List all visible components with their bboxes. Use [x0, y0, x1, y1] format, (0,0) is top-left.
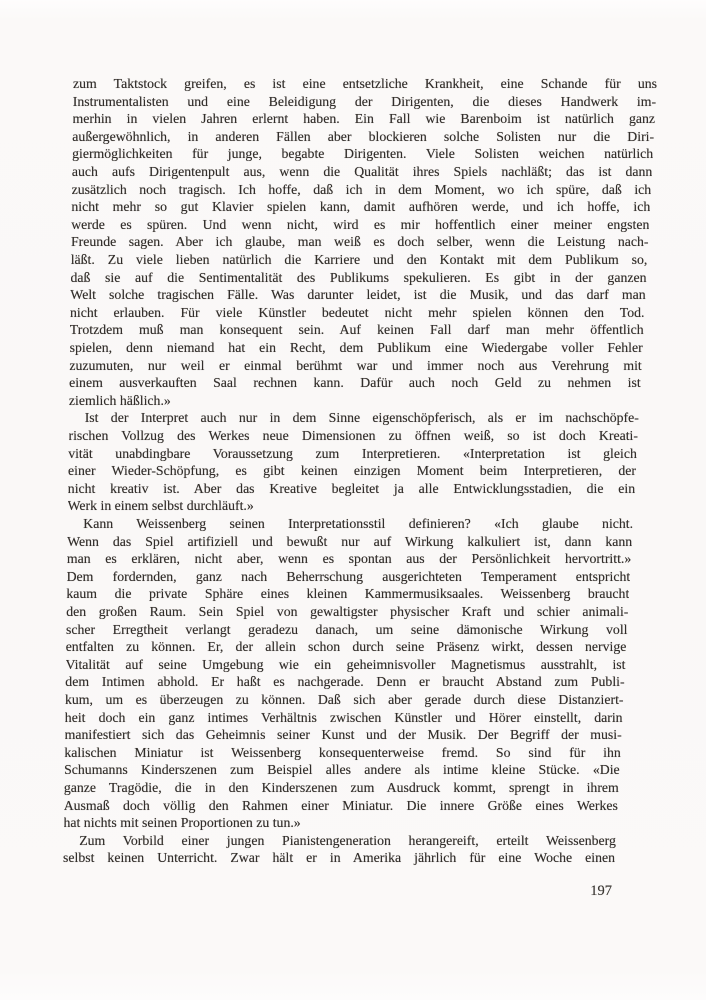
text-line: Dem fordernden, ganz nach Beherrschung ausgerichteten Temperament entspricht — [66, 568, 631, 584]
text-line: zusätzlich noch tragisch. Ich hoffe, daß ich in dem Moment, wo ich spüre, daß ich — [71, 181, 652, 197]
text-line: Welt solche tragischen Fälle. Was darunter leidet, ist die Musik, und das darf man — [70, 287, 646, 303]
text-line: Freunde sagen. Aber ich glaube, man weiß es doch selber, wenn die Leistung nach- — [71, 234, 649, 250]
text-line: nicht kreativ ist. Aber das Kreative begleitet ja alle Entwicklungsstadien, die ein — [67, 480, 636, 496]
text-line: Vitalität auf seine Umgebung wie ein geheimnisvoller Magnetismus ausstrahlt, ist — [65, 656, 626, 672]
text-line: den großen Raum. Sein Spiel von gewaltigster physischer Kraft und schier animali- — [66, 604, 629, 619]
text-line: Wenn das Spiel artifiziell und bewußt nur auf Wirkung kalkuliert ist, dann kann — [67, 533, 633, 549]
text-line: dem Intimen abhold. Er haßt es nachgerade. Denn er braucht Abstand zum Publi- — [65, 674, 625, 690]
text-line: einer Wieder-Schöpfung, es gibt keinen einzigen Moment beim Interpretieren, der — [68, 463, 636, 479]
text-line: nicht erlauben. Für viele Künstler bedeutet nicht mehr spielen können den Tod. — [70, 304, 645, 320]
text-line: ziemlich häßlich.» — [68, 392, 171, 408]
text-line: Werk in einem selbst durchläuft.» — [67, 498, 254, 514]
text-line: Instrumentalisten und eine Beleidigung der Dirigenten, die dieses Handwerk im- — [72, 93, 657, 109]
text-line: spielen, denn niemand hat ein Recht, dem Publikum eine Wiedergabe voller Fehler — [69, 340, 643, 355]
text-line: rischen Vollzug des Werkes neue Dimensionen zu öffnen weiß, so ist doch Kreati- — [68, 428, 638, 443]
text-line: kum, um es überzeugen zu können. Daß sich aber gerade durch diese Distanziert- — [65, 692, 624, 707]
text-line: Trotzdem muß man konsequent sein. Auf keinen Fall darf man mehr öffentlich — [69, 322, 644, 338]
text-line: außergewöhnlich, in anderen Fällen aber blockieren solche Solisten nur die Diri- — [72, 128, 655, 144]
text-line: giermöglichkeiten für junge, begabte Dirigenten. Viele Solisten weichen natürlich — [72, 146, 654, 162]
text-line: scher Erregtheit verlangt geradezu danach, um seine dämonische Wirkung voll — [66, 621, 628, 637]
text-line: einem ausverkauften Saal rechnen kann. Dafür auch noch Geld zu nehmen ist — [69, 375, 641, 391]
text-line: vität unabdingbare Voraussetzung zum Interpretieren. «Interpretation ist gleich — [68, 445, 637, 461]
text-line: entfalten zu können. Er, der allein schon durch seine Präsenz wirkt, dessen nervige — [65, 639, 627, 655]
text-line: Ausmaß doch völlig den Rahmen einer Miniatur. Die innere Größe eines Werkes — [63, 797, 618, 813]
text-line: auch aufs Dirigentenpult aus, wenn die Qualität ihres Spiels nachläßt; das ist dann — [71, 164, 653, 179]
text-line: läßt. Zu viele lieben natürlich die Karriere und den Kontakt mit dem Publikum so, — [70, 252, 648, 267]
text-line: man es erklären, nicht aber, wenn es spontan aus der Persönlichkeit hervortritt.» — [66, 551, 632, 567]
text-line: merhin in vielen Jahren erlernt haben. Ein Fall wie Barenboim ist natürlich ganz — [72, 111, 655, 127]
text-line: Ist der Interpret auch nur in dem Sinne eigenschöpferisch, als er im nachschöpfe- — [84, 410, 639, 426]
text-line: nicht mehr so gut Klavier spielen kann, damit aufhören werde, und ich hoffe, ich — [71, 199, 651, 215]
text-line: daß sie auf die Sentimentalität des Publikums spekulieren. Es gibt in der ganzen — [70, 269, 647, 285]
text-line: zuzumuten, nur weil er einmal berühmt war und immer noch aus Verehrung mit — [69, 357, 642, 373]
text-line: kaum die private Sphäre eines kleinen Kammermusiksaales. Weissenberg braucht — [66, 586, 630, 602]
text-line: hat nichts mit seinen Proportionen zu tun.» — [63, 815, 301, 831]
text-line: selbst keinen Unterricht. Zwar hält er in Amerika jährlich für eine Woche einen — [63, 850, 615, 866]
text-line: Kann Weissenberg seinen Interpretationsstil definieren? «Ich glaube nicht. — [83, 516, 634, 531]
text-line: kalischen Miniatur ist Weissenberg konsequenterweise fremd. So sind für ihn — [64, 744, 621, 760]
text-line: heit doch ein ganz intimes Verhältnis zwischen Künstler und Hörer einstellt, darin — [64, 709, 623, 725]
text-line: manifestiert sich das Geheimnis seiner Kunst und der Musik. Der Begriff der musi- — [64, 727, 622, 743]
text-line: ganze Tragödie, die in den Kinderszenen zum Ausdruck kommt, sprengt in ihrem — [63, 780, 619, 795]
page-number: 197 — [590, 883, 612, 899]
text-line: Zum Vorbild einer jungen Pianistengeneration herangereift, erteilt Weissenberg — [79, 832, 616, 848]
text-line: Schumanns Kinderszenen zum Beispiel alles andere als intime kleine Stücke. «Die — [64, 762, 620, 778]
text-line: werde es spüren. Und wenn nicht, wird es mir hoffentlich einer meiner engsten — [71, 216, 650, 232]
text-line: zum Taktstock greifen, es ist eine entsetzliche Krankheit, eine Schande für uns — [73, 76, 657, 91]
